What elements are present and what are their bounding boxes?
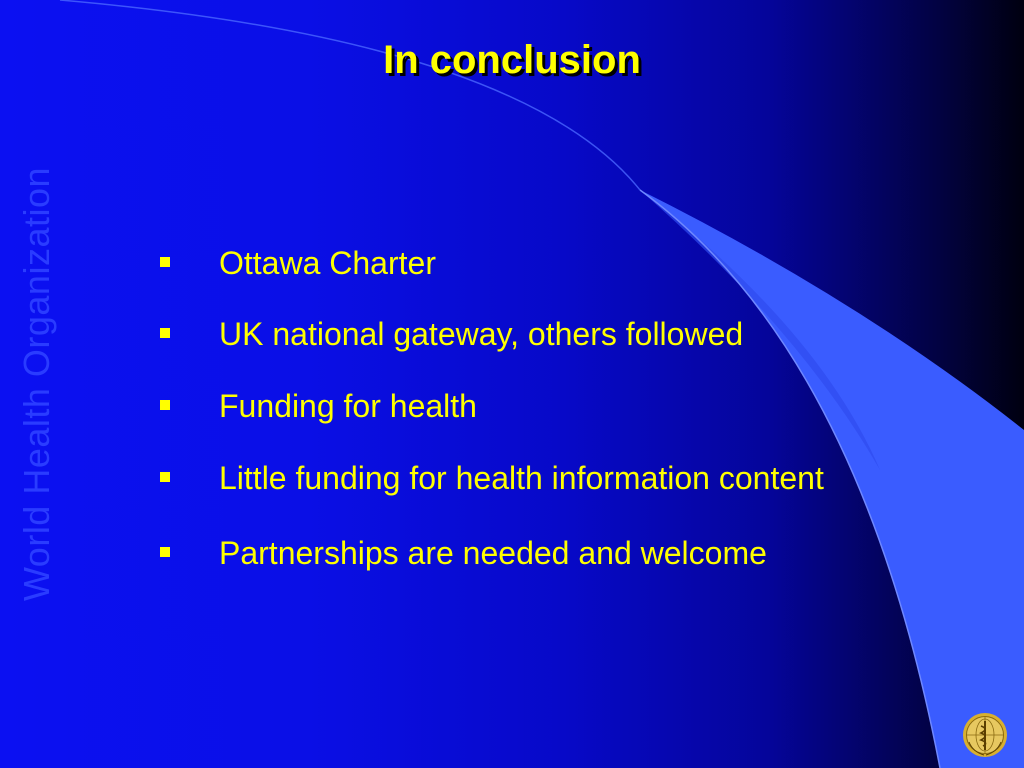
slide-title: In conclusion	[383, 38, 641, 82]
square-bullet-icon	[160, 257, 170, 267]
who-emblem-icon	[962, 712, 1008, 758]
watermark-text: World Health Organization	[16, 166, 57, 602]
square-bullet-icon	[160, 547, 170, 557]
bullet-text: Ottawa Charter	[219, 245, 436, 281]
bullet-text: UK national gateway, others followed	[219, 316, 744, 352]
square-bullet-icon	[160, 400, 170, 410]
square-bullet-icon	[160, 328, 170, 338]
bullet-text: Partnerships are needed and welcome	[219, 535, 767, 571]
bullet-text: Little funding for health information content	[219, 460, 824, 496]
square-bullet-icon	[160, 472, 170, 482]
bullet-text: Funding for health	[219, 388, 477, 424]
